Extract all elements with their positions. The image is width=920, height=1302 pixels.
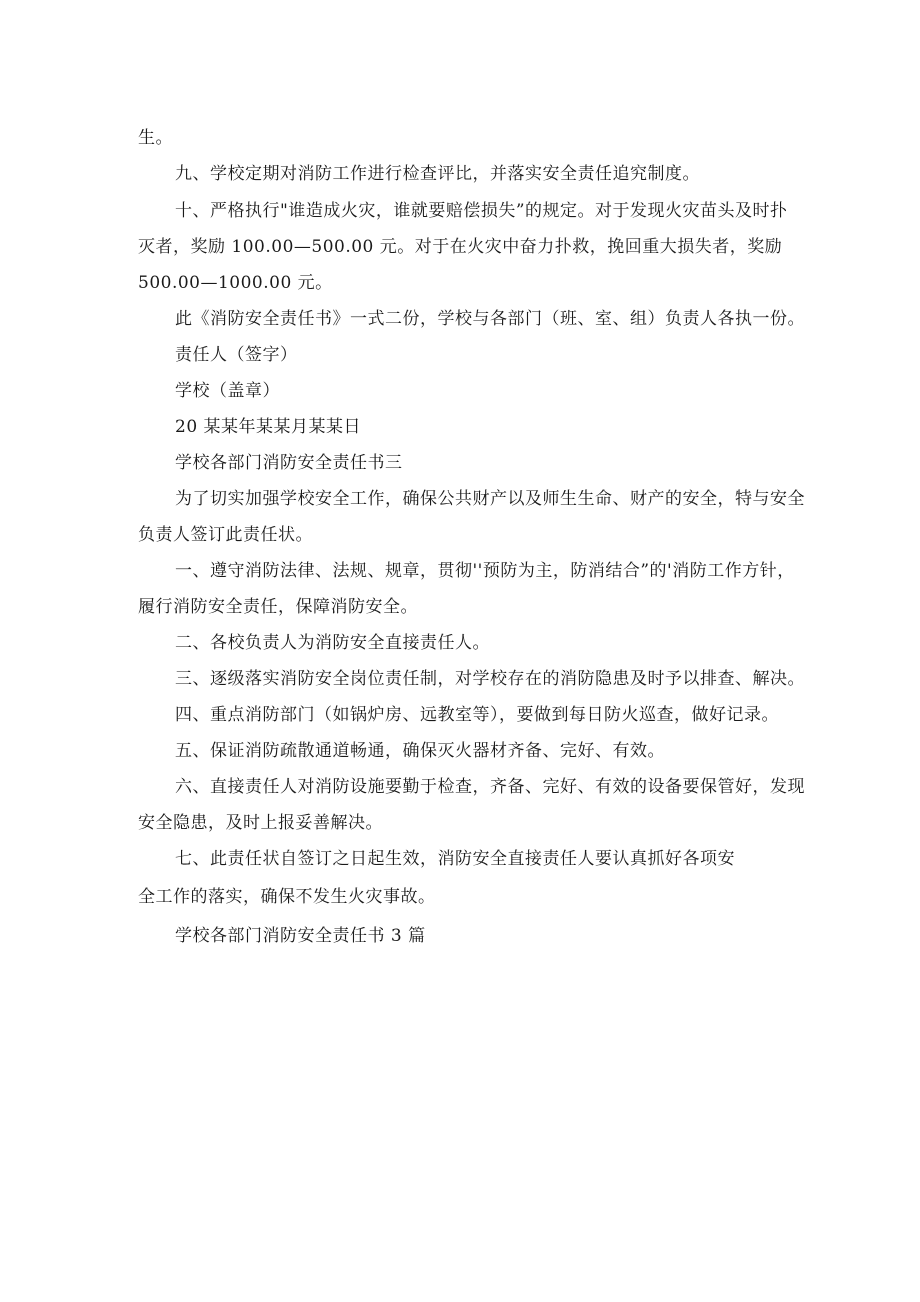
text-line: 全工作的落实，确保不发生火灾事故。 [138, 887, 436, 907]
text-line: 七、此责任状自签订之日起生效，消防安全直接责任人要认真抓好各项安 [175, 849, 735, 869]
text-line: 九、学校定期对消防工作进行检查评比，并落实安全责任追究制度。 [175, 164, 700, 184]
text-line: 履行消防安全责任，保障消防安全。 [138, 597, 418, 617]
text-line: 生。 [138, 128, 173, 148]
text-line: 十、严格执行"谁造成火灾，谁就要赔偿损失”的规定。对于发现火灾苗头及时扑 [175, 201, 788, 221]
text-line: 四、重点消防部门（如锅炉房、远教室等），要做到每日防火巡查，做好记录。 [175, 705, 779, 725]
text-line: 一、遵守消防法律、法规、规章，贯彻''预防为主，防消结合”的'消防工作方针， [175, 561, 795, 581]
text-line: 安全隐患，及时上报妥善解决。 [138, 813, 383, 833]
text-line: 500.00—1000.00 元。 [138, 273, 333, 293]
signature-label: 责任人（签字） [175, 345, 298, 365]
text-line: 五、保证消防疏散通道畅通，确保灭火器材齐备、完好、有效。 [175, 741, 665, 761]
document-title: 学校各部门消防安全责任书 3 篇 [175, 926, 426, 946]
text-line: 负责人签订此责任状。 [138, 525, 313, 545]
text-line: 二、各校负责人为消防安全直接责任人。 [175, 633, 490, 653]
section-title: 学校各部门消防安全责任书三 [175, 453, 403, 473]
text-line: 为了切实加强学校安全工作，确保公共财产以及师生生命、财产的安全，特与安全 [175, 489, 805, 509]
text-line: 六、直接责任人对消防设施要勤于检查，齐备、完好、有效的设备要保管好，发现 [175, 777, 805, 797]
text-line: 此《消防安全责任书》一式二份，学校与各部门（班、室、组）负责人各执一份。 [175, 309, 805, 329]
seal-label: 学校（盖章） [175, 381, 280, 401]
text-line: 三、逐级落实消防安全岗位责任制，对学校存在的消防隐患及时予以排查、解决。 [175, 669, 805, 689]
date-line: 20 某某年某某月某某日 [175, 417, 362, 437]
text-line: 灭者，奖励 100.00—500.00 元。对于在火灾中奋力扑救，挽回重大损失者，奖励 [138, 237, 783, 257]
